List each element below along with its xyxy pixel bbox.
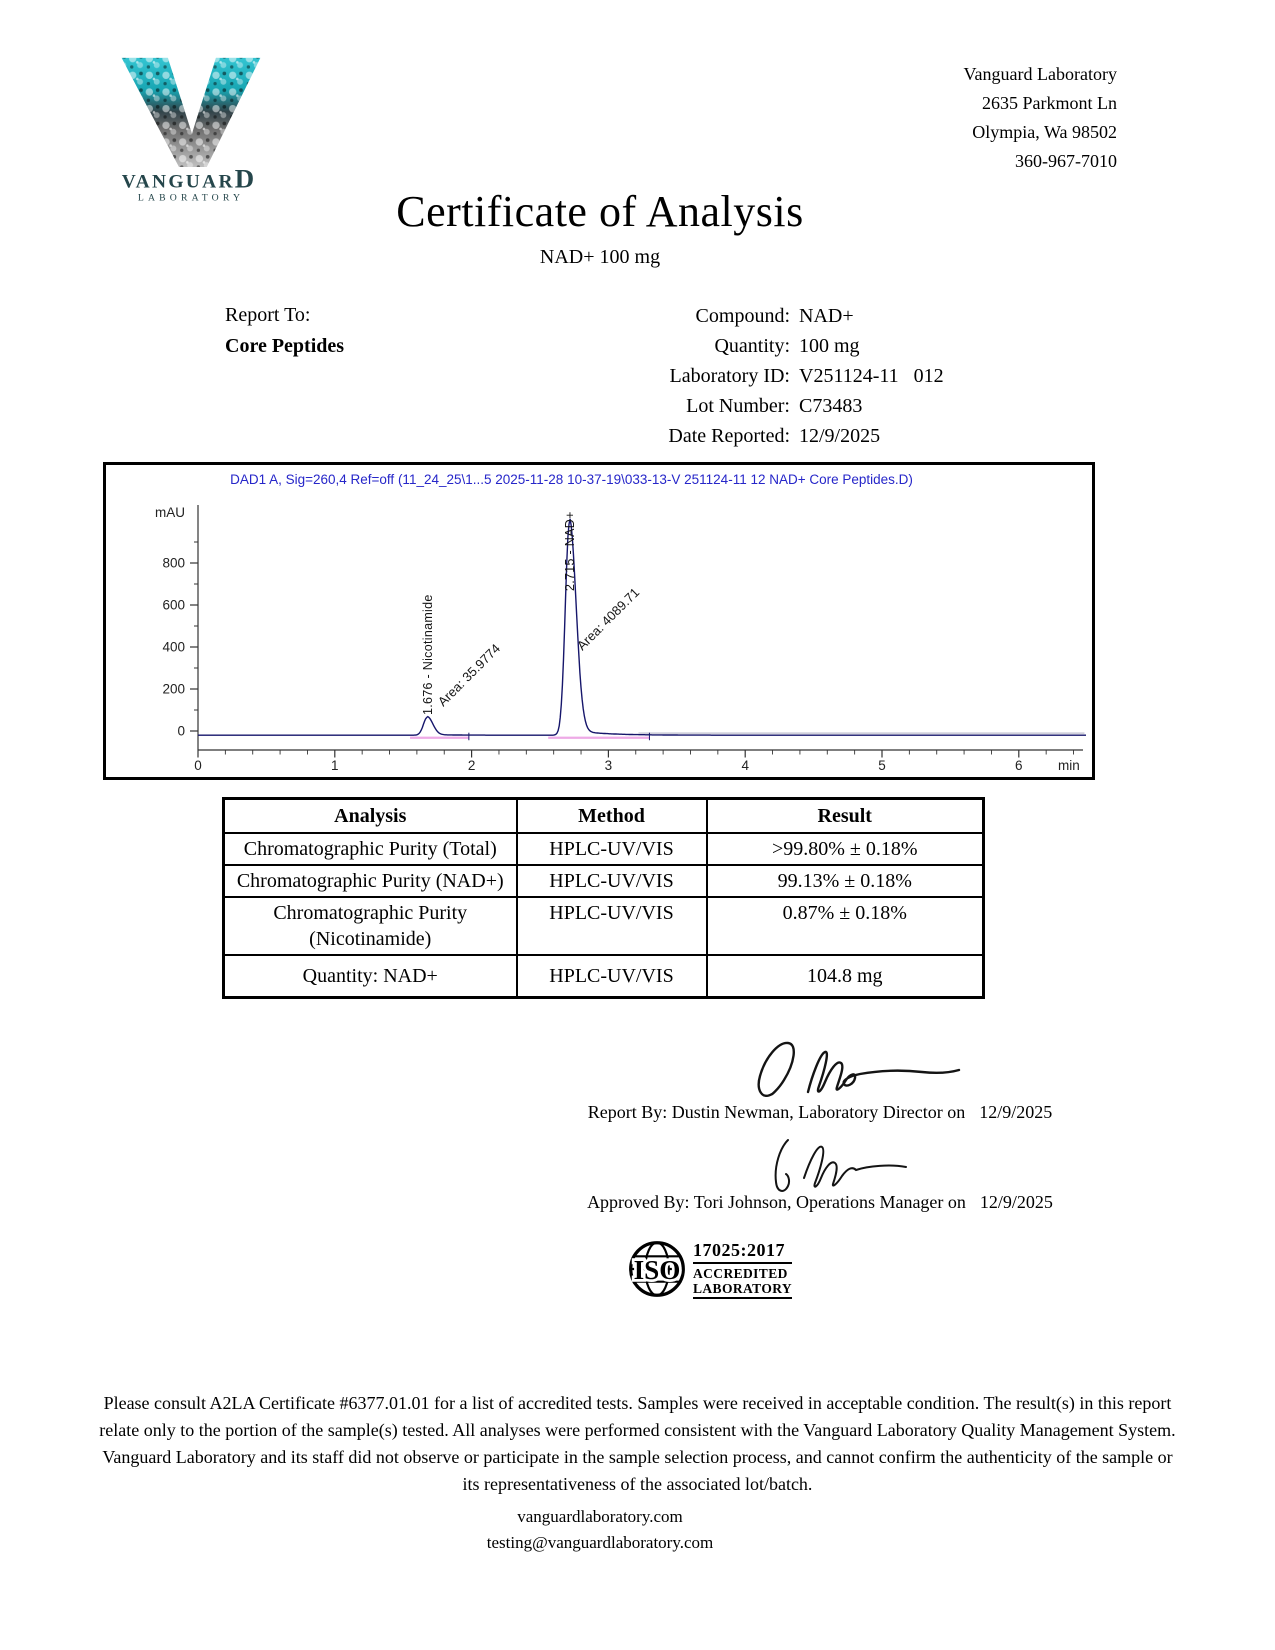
svg-text:800: 800: [162, 555, 185, 571]
table-row: [224, 833, 984, 865]
svg-text:1: 1: [331, 758, 339, 771]
svg-text:3: 3: [604, 758, 613, 771]
peak-label: 2.715 - NAD+: [562, 511, 577, 591]
col-header-method: Method: [517, 799, 707, 834]
signal-trace: [198, 519, 1086, 735]
report-to-label: Report To:: [225, 304, 311, 326]
vanguard-logo: [110, 54, 272, 204]
page-subtitle: NAD+ 100 mg: [539, 246, 661, 268]
chromatogram-header: DAD1 A, Sig=260,4 Ref=off (11_24_25\1...5 2025-11-28 10-37-19\033-13-V 251124-11 12 NAD+ Core Peptides.D): [230, 472, 913, 487]
info-label-quantity: Quantity:: [714, 335, 790, 357]
iso-globe-icon: [628, 1240, 686, 1298]
logo-wordmark: VANGUARD: [121, 163, 257, 194]
approved-by-text: Approved By: Tori Johnson, Operations Manager on: [587, 1192, 966, 1212]
iso-laboratory: LABORATORY: [693, 1281, 792, 1299]
svg-text:200: 200: [162, 681, 185, 697]
lab-street: 2635 Parkmont Ln: [982, 93, 1117, 113]
iso-text-block: [693, 1240, 792, 1299]
svg-text:0: 0: [177, 723, 185, 739]
peak-area-label: Area: 4089.71: [573, 584, 643, 654]
report-to-name: Core Peptides: [225, 335, 345, 357]
table-row: [224, 955, 984, 998]
page-footer: [0, 1504, 1200, 1556]
logo-v-letter: [112, 54, 269, 174]
svg-text:400: 400: [162, 639, 185, 655]
iso-accredited: ACCREDITED: [693, 1265, 788, 1281]
signature-image: [742, 1030, 992, 1110]
sample-info: [550, 301, 944, 451]
lab-city: Olympia, Wa 98502: [972, 122, 1117, 142]
method-cell: HPLC-UV/VIS: [517, 865, 707, 897]
lab-phone: 360-967-7010: [1015, 151, 1117, 171]
method-cell: HPLC-UV/VIS: [517, 955, 707, 998]
result-cell: 0.87% ± 0.18%: [707, 897, 984, 955]
approved-date: 12/9/2025: [979, 1192, 1053, 1212]
signature-image: [752, 1126, 922, 1198]
iso-mark-text: ISO: [633, 1255, 681, 1286]
info-value-compound: NAD+: [799, 305, 854, 327]
footer-email: testing@vanguardlaboratory.com: [486, 1533, 714, 1552]
lab-address-block: [964, 60, 1117, 176]
chromatogram-panel: [103, 462, 1095, 780]
table-header-row: [224, 799, 984, 834]
iso-standard: 17025:2017: [693, 1240, 792, 1264]
approved-by-line: [530, 1192, 1110, 1213]
analysis-cell: Chromatographic Purity (Total): [224, 833, 517, 865]
peak-label: 1.676 - Nicotinamide: [420, 594, 435, 715]
logo-subtext: LABORATORY: [137, 192, 245, 204]
table-row: [224, 865, 984, 897]
col-header-result: Result: [707, 799, 984, 834]
analysis-cell: Quantity: NAD+: [224, 955, 517, 998]
report-by-line: [530, 1102, 1110, 1123]
results-table: [222, 797, 985, 999]
peak-area-label: Area: 35.9774: [434, 640, 504, 710]
info-value-date: 12/9/2025: [799, 425, 881, 447]
chromatogram-plot: [106, 465, 1086, 771]
disclaimer-text: Please consult A2LA Certificate #6377.01.01 for a list of accredited tests. Samples were received in acceptable condition. The result(s) in this report relate only to the portion of the sample(s) tested. All analyses were performed consistent with the Vanguard Laboratory Quality Management System. Vanguard Laboratory and its staff did not observe or participate in the sample selection process, and cannot confirm the authenticity of the sample or its representativeness of the associated lot/batch.: [99, 1393, 1176, 1494]
analysis-cell: Chromatographic Purity (Nicotinamide): [224, 897, 517, 955]
svg-text:6: 6: [1015, 758, 1023, 771]
footer-website: vanguardlaboratory.com: [517, 1507, 683, 1526]
info-label-date: Date Reported:: [668, 425, 790, 447]
axes: [155, 505, 1083, 771]
iso-accreditation-mark: [628, 1240, 792, 1299]
svg-text:2: 2: [467, 758, 476, 771]
info-value-lab-id: V251124-11 012: [799, 365, 944, 387]
report-date: 12/9/2025: [979, 1102, 1053, 1122]
info-label-lab-id: Laboratory ID:: [669, 365, 790, 387]
svg-text:5: 5: [878, 758, 886, 771]
svg-text:min: min: [1058, 758, 1080, 771]
method-cell: HPLC-UV/VIS: [517, 833, 707, 865]
page-title: Certificate of Analysis: [396, 187, 804, 236]
method-cell: HPLC-UV/VIS: [517, 897, 707, 955]
report-to-block: [225, 300, 344, 362]
svg-text:600: 600: [162, 597, 185, 613]
table-row: [224, 897, 984, 955]
result-cell: 104.8 mg: [707, 955, 984, 998]
info-label-compound: Compound:: [695, 305, 790, 327]
report-by-text: Report By: Dustin Newman, Laboratory Director on: [587, 1102, 966, 1122]
vanguard-logo-graphic: [110, 54, 272, 204]
svg-text:4: 4: [741, 758, 749, 771]
analysis-cell: Chromatographic Purity (NAD+): [224, 865, 517, 897]
svg-text:0: 0: [194, 758, 202, 771]
info-label-lot: Lot Number:: [686, 395, 790, 417]
info-value-lot: C73483: [799, 395, 863, 417]
lab-name: Vanguard Laboratory: [963, 64, 1117, 84]
col-header-analysis: Analysis: [224, 799, 517, 834]
info-value-quantity: 100 mg: [799, 335, 860, 357]
result-cell: >99.80% ± 0.18%: [707, 833, 984, 865]
svg-text:mAU: mAU: [155, 505, 185, 520]
result-cell: 99.13% ± 0.18%: [707, 865, 984, 897]
